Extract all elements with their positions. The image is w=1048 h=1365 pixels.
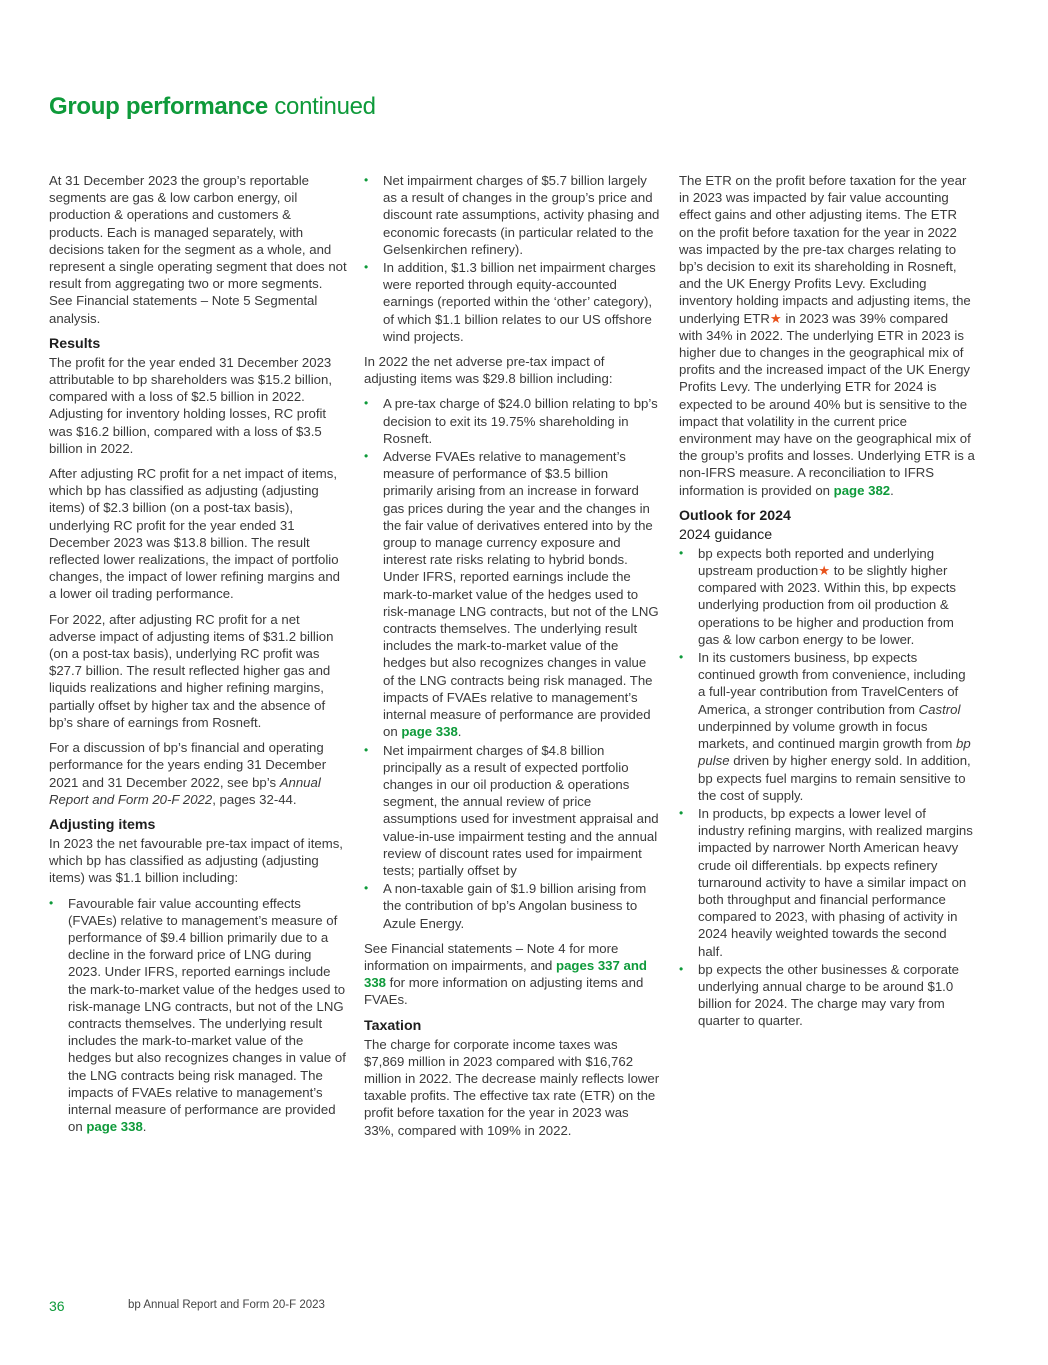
text-run: , pages 32-44. [212, 791, 297, 807]
text-run: to be slightly higher compared with 2023. Within this, bp expects underlying production from oil production & operations to be higher and production from gas & low carbon energy to be lower. [698, 563, 957, 647]
intro-paragraph: At 31 December 2023 the group’s reportable segments are gas & low carbon energy, oil production & operations and customers & products. Each is managed separately, with decisions taken for the segment as a whole, and represent a single operating segment that does not result from aggregating two or more segments. See Financial statements – Note 5 Segmental analysis. [49, 173, 347, 326]
bullet-icon: • [364, 173, 369, 187]
column-1 [49, 172, 347, 1143]
list-item [679, 805, 975, 960]
text-run: A non-taxable gain of $1.9 billion arising from the contribution of bp’s Angolan business to Azule Energy. [383, 881, 647, 931]
bullet-icon: • [364, 449, 369, 464]
page-title-continued: continued [267, 93, 376, 120]
castrol-italic: Castrol [918, 701, 961, 717]
bullet-icon: • [679, 961, 684, 976]
page-title-main: Group performance [49, 93, 268, 120]
page-title [49, 92, 376, 122]
taxation-heading: Taxation [364, 1017, 422, 1034]
text-run: In addition, $1.3 billion net impairment charges were reported through equity-accounted earnings (reported within the ‘other’ category), of which $1.1 billion relates to our US offshore wind projects. [383, 260, 656, 344]
page-link[interactable]: page 382 [833, 482, 891, 498]
list-item [49, 895, 347, 1136]
text-run: driven by higher energy sold. In addition, bp expects fuel margins to remain sensitive to the cost of supply. [698, 753, 971, 803]
text-run: bp expects the other businesses & corporate underlying annual charge to be around $1.0 billion for 2024. The charge may vary from quarter to quarter. [698, 961, 959, 1029]
see-financial-statements-paragraph [364, 940, 660, 1009]
list-item [679, 649, 975, 804]
results-heading: Results [49, 335, 101, 352]
list-item [364, 172, 660, 258]
text-run: underpinned by volume growth in focus markets, and continued margin growth from [698, 718, 957, 752]
bullet-icon: • [679, 650, 684, 665]
impairment-list [364, 172, 660, 345]
column-2 [364, 172, 660, 1147]
text-run: A pre-tax charge of $24.0 billion relating to bp’s decision to exit its 19.75% shareholding in Rosneft. [383, 396, 658, 446]
adjusting-items-heading: Adjusting items [49, 816, 156, 833]
adjusting-2022-list [364, 395, 660, 931]
guidance-subheading: 2024 guidance [679, 526, 773, 543]
list-item [679, 961, 975, 1030]
text-run: in 2023 was 39% compared with 34% in 2022. The underlying ETR in 2023 is higher due to changes in the geographical mix of profits and the increased impact of the UK Energy Profits Levy. The underlying ETR for 2024 is expected to be around 40% but is sensitive to the impact that volatility in the current price environment may have on the geographical mix of the group’s profits and losses. Underlying ETR is a non-IFRS measure. A reconciliation to IFRS information is provided on [679, 310, 975, 498]
results-paragraph: After adjusting RC profit for a net impact of items, which bp has classified as adjusting (adjusting items) of $2.3 billion (on a post-tax basis), underlying RC profit for the year ended 31 December 2023 was $13.8 billion. The result reflected lower realizations, the impact of portfolio changes, the impact of lower refining margins and a lower oil trading performance. [49, 466, 341, 602]
results-paragraph: The profit for the year ended 31 December 2023 attributable to bp shareholders was $15.2 billion, compared with a loss of $2.5 billion in 2022. Adjusting for inventory holding losses, RC profit was $16.2 billion, compared with a loss of $3.5 billion in 2022. [49, 354, 332, 456]
bullet-icon: • [364, 260, 369, 275]
text-run: For a discussion of bp’s financial and operating performance for the years ending 31 December 2021 and 31 December 2022, see bp’s [49, 740, 327, 790]
bullet-icon: • [364, 396, 369, 411]
list-item [364, 880, 660, 932]
bullet-icon: • [679, 545, 684, 560]
star-icon: ★ [818, 563, 831, 579]
text-run: In its customers business, bp expects continued growth from convenience, including a full-year contribution from TravelCenters of America, a stronger contribution from [698, 650, 966, 717]
text-run: Net impairment charges of $4.8 billion principally as a result of expected portfolio changes in our oil production & operations segment, the annual review of price assumptions used for investment appraisal and value-in-use impairment testing and the annual review of discount rates used for impairment tests; partially offset by [383, 742, 659, 878]
guidance-list [679, 545, 975, 1030]
list-item [364, 259, 660, 345]
text-run: . [457, 724, 462, 740]
taxation-paragraph: The charge for corporate income taxes was $7,869 million in 2023 compared with $16,762 million in 2022. The decrease mainly reflects lower taxable profits. The effective tax rate (ETR) on the profit before taxation for the year in 2023 was 33%, compared with 109% in 2022. [364, 1036, 660, 1138]
adjusting-list [49, 895, 347, 1136]
star-icon: ★ [769, 310, 782, 326]
list-item [364, 448, 660, 740]
text-run: The ETR on the profit before taxation for the year in 2023 was impacted by fair value accounting effect gains and other adjusting items. The ETR on the profit before taxation for the year in 2022 was impacted by the pre-tax charges relating to bp’s decision to exit its shareholding in Rosneft, and the UK Energy Profits Levy. Excluding inventory holding impacts and adjusting items, the underlying ETR [679, 173, 971, 326]
bullet-icon: • [49, 895, 54, 910]
etr-paragraph [679, 172, 975, 499]
text-run: Adverse FVAEs relative to management’s measure of performance of $3.5 billion primarily arising from an increase in forward gas prices during the year and the changes in the fair value of derivatives entered into by the group to manage currency exposure and interest rate risks relating to hybrid bonds. Under IFRS, reported earnings include the mark-to-market value of the hedges used to risk-manage LNG contracts, but not of the LNG contracts themselves. The underlying result includes the mark-to-market value of the hedges but also recognizes changes in value of the LNG contracts being risk managed. The impacts of FVAEs relative to management’s internal measure of performance are provided on [383, 449, 659, 740]
list-item [679, 545, 975, 648]
bullet-icon: • [364, 742, 369, 757]
page-number: 36 [49, 1298, 65, 1314]
text-run: Net impairment charges of $5.7 billion largely as a result of changes in the group’s price and discount rate assumptions, activity phasing and economic forecasts (in particular related to the Gelsenkirchen refinery). [383, 173, 660, 257]
text-run: for more information on adjusting items and FVAEs. [364, 975, 644, 1008]
list-item [364, 742, 660, 880]
text-run: . [890, 482, 894, 498]
text-run: See Financial statements – Note 4 for more information on impairments, and [364, 940, 619, 973]
bullet-icon: • [364, 881, 369, 896]
text-run: . [142, 1119, 147, 1135]
list-item [364, 395, 660, 447]
text-run: In products, bp expects a lower level of industry refining margins, with realized margins impacted by narrower North American heavy crude oil differentials. bp expects refinery turnaround activity to have a similar impact on both throughput and financial performance compared to 2023, with phasing of activity in 2024 heavily weighted towards the second half. [698, 805, 973, 959]
column-3 [679, 172, 975, 1038]
text-run: Favourable fair value accounting effects (FVAEs) relative to management’s measure of performance of $9.4 billion primarily due to a decline in the forward price of LNG during 2023. Under IFRS, reported earnings include the mark-to-market value of the hedges used to risk-manage LNG contracts, but not of the LNG contracts themselves. The underlying result includes the mark-to-market value of the hedges but also recognizes changes in value of the LNG contracts being risk managed. The impacts of FVAEs relative to management’s internal measure of performance are provided on [68, 895, 346, 1135]
page-link[interactable]: page 338 [401, 724, 458, 740]
bp-pulse-italic: bp pulse [698, 736, 971, 769]
text-run: bp expects both reported and underlying upstream production [698, 545, 935, 579]
results-paragraph [49, 739, 347, 808]
results-paragraph: For 2022, after adjusting RC profit for a net adverse impact of adjusting items of $31.2 billion (on a post-tax basis), underlying RC profit was $27.7 billion. The result reflected higher gas and liquids realizations and higher refining margins, partially offset by higher tax and the absence of bp’s share of earnings from Rosneft. [49, 611, 334, 730]
outlook-heading: Outlook for 2024 [679, 507, 791, 524]
page-link[interactable]: pages 337 and 338 [364, 957, 647, 991]
page-link[interactable]: page 338 [86, 1119, 143, 1135]
report-title-italic: Annual Report and Form 20-F 2022 [49, 774, 321, 807]
adjusting-2022-paragraph: In 2022 the net adverse pre-tax impact of adjusting items was $29.8 billion including: [364, 354, 613, 387]
bullet-icon: • [679, 805, 684, 820]
footer-document-title: bp Annual Report and Form 20-F 2023 [128, 1299, 325, 1311]
adjusting-paragraph: In 2023 the net favourable pre-tax impact of items, which bp has classified as adjusting (adjusting items) was $1.1 billion including: [49, 835, 343, 886]
